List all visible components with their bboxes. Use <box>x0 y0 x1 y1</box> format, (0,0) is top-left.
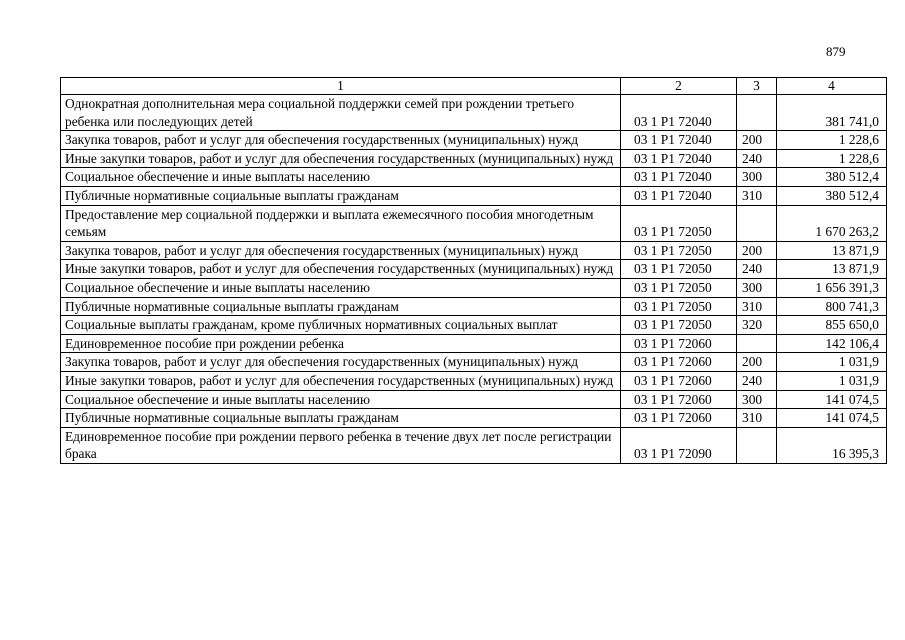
row-amount-cell: 13 871,9 <box>777 241 887 260</box>
row-name-cell: Закупка товаров, работ и услуг для обеспечения государственных (муниципальных) нужд <box>61 241 621 260</box>
header-row <box>61 78 887 95</box>
row-name-cell: Иные закупки товаров, работ и услуг для обеспечения государственных (муниципальных) нужд <box>61 149 621 168</box>
row-code-cell: 03 1 P1 72050 <box>621 297 737 316</box>
row-code-cell: 03 1 P1 72090 <box>621 427 737 463</box>
row-code-cell: 03 1 P1 72050 <box>621 241 737 260</box>
row-name-cell: Закупка товаров, работ и услуг для обеспечения государственных (муниципальных) нужд <box>61 131 621 150</box>
row-code-cell: 03 1 P1 72060 <box>621 390 737 409</box>
row-type-cell <box>737 334 777 353</box>
row-code-cell: 03 1 P1 72050 <box>621 205 737 241</box>
row-code-cell: 03 1 P1 72050 <box>621 260 737 279</box>
row-type-cell: 300 <box>737 390 777 409</box>
row-name-cell: Единовременное пособие при рождении первого ребенка в течение двух лет после регистрации брака <box>61 427 621 463</box>
table-row <box>61 278 887 297</box>
row-code-cell: 03 1 P1 72060 <box>621 353 737 372</box>
row-name-cell: Публичные нормативные социальные выплаты гражданам <box>61 186 621 205</box>
header-col-1: 1 <box>61 78 621 95</box>
row-type-cell <box>737 95 777 131</box>
row-type-cell: 320 <box>737 316 777 335</box>
row-code-cell: 03 1 P1 72050 <box>621 316 737 335</box>
row-name-cell: Иные закупки товаров, работ и услуг для обеспечения государственных (муниципальных) нужд <box>61 260 621 279</box>
row-amount-cell: 13 871,9 <box>777 260 887 279</box>
row-name-cell: Иные закупки товаров, работ и услуг для обеспечения государственных (муниципальных) нужд <box>61 371 621 390</box>
table-body <box>61 95 887 464</box>
row-name-cell: Публичные нормативные социальные выплаты гражданам <box>61 409 621 428</box>
row-type-cell: 300 <box>737 168 777 187</box>
table-row <box>61 371 887 390</box>
table-row <box>61 241 887 260</box>
row-amount-cell: 1 670 263,2 <box>777 205 887 241</box>
table-row <box>61 353 887 372</box>
row-type-cell: 240 <box>737 149 777 168</box>
budget-table <box>60 77 887 464</box>
table-row <box>61 390 887 409</box>
row-code-cell: 03 1 P1 72050 <box>621 278 737 297</box>
table-row <box>61 316 887 335</box>
table-row <box>61 297 887 316</box>
row-name-cell: Публичные нормативные социальные выплаты гражданам <box>61 297 621 316</box>
row-type-cell: 240 <box>737 260 777 279</box>
table-row <box>61 168 887 187</box>
row-amount-cell: 1 228,6 <box>777 131 887 150</box>
table-row <box>61 334 887 353</box>
row-amount-cell: 141 074,5 <box>777 409 887 428</box>
table-row <box>61 427 887 463</box>
row-amount-cell: 800 741,3 <box>777 297 887 316</box>
row-amount-cell: 1 656 391,3 <box>777 278 887 297</box>
row-type-cell: 200 <box>737 353 777 372</box>
row-code-cell: 03 1 P1 72060 <box>621 371 737 390</box>
row-amount-cell: 142 106,4 <box>777 334 887 353</box>
row-name-cell: Социальное обеспечение и иные выплаты населению <box>61 278 621 297</box>
row-amount-cell: 380 512,4 <box>777 186 887 205</box>
table-row <box>61 205 887 241</box>
row-code-cell: 03 1 P1 72040 <box>621 149 737 168</box>
row-name-cell: Закупка товаров, работ и услуг для обеспечения государственных (муниципальных) нужд <box>61 353 621 372</box>
row-name-cell: Предоставление мер социальной поддержки и выплата ежемесячного пособия многодетным семьям <box>61 205 621 241</box>
row-amount-cell: 380 512,4 <box>777 168 887 187</box>
row-code-cell: 03 1 P1 72060 <box>621 409 737 428</box>
row-amount-cell: 855 650,0 <box>777 316 887 335</box>
header-col-2: 2 <box>621 78 737 95</box>
row-code-cell: 03 1 P1 72040 <box>621 168 737 187</box>
header-col-3: 3 <box>737 78 777 95</box>
row-type-cell: 300 <box>737 278 777 297</box>
row-amount-cell: 16 395,3 <box>777 427 887 463</box>
row-type-cell: 200 <box>737 241 777 260</box>
table-row <box>61 95 887 131</box>
row-amount-cell: 1 228,6 <box>777 149 887 168</box>
row-type-cell <box>737 205 777 241</box>
table-row <box>61 131 887 150</box>
row-amount-cell: 141 074,5 <box>777 390 887 409</box>
row-code-cell: 03 1 P1 72040 <box>621 186 737 205</box>
table-row <box>61 409 887 428</box>
row-type-cell: 240 <box>737 371 777 390</box>
row-name-cell: Однократная дополнительная мера социальной поддержки семей при рождении третьего ребенка или последующих детей <box>61 95 621 131</box>
row-name-cell: Социальное обеспечение и иные выплаты населению <box>61 168 621 187</box>
row-type-cell: 200 <box>737 131 777 150</box>
table-row <box>61 149 887 168</box>
row-code-cell: 03 1 P1 72040 <box>621 131 737 150</box>
row-type-cell <box>737 427 777 463</box>
row-type-cell: 310 <box>737 409 777 428</box>
table-row <box>61 260 887 279</box>
row-amount-cell: 1 031,9 <box>777 353 887 372</box>
row-name-cell: Единовременное пособие при рождении ребенка <box>61 334 621 353</box>
table-header <box>61 78 887 95</box>
row-name-cell: Социальное обеспечение и иные выплаты населению <box>61 390 621 409</box>
row-type-cell: 310 <box>737 186 777 205</box>
row-amount-cell: 381 741,0 <box>777 95 887 131</box>
header-col-4: 4 <box>777 78 887 95</box>
page-number: 879 <box>826 44 846 59</box>
row-code-cell: 03 1 P1 72040 <box>621 95 737 131</box>
row-name-cell: Социальные выплаты гражданам, кроме публичных нормативных социальных выплат <box>61 316 621 335</box>
row-amount-cell: 1 031,9 <box>777 371 887 390</box>
row-type-cell: 310 <box>737 297 777 316</box>
row-code-cell: 03 1 P1 72060 <box>621 334 737 353</box>
table-row <box>61 186 887 205</box>
